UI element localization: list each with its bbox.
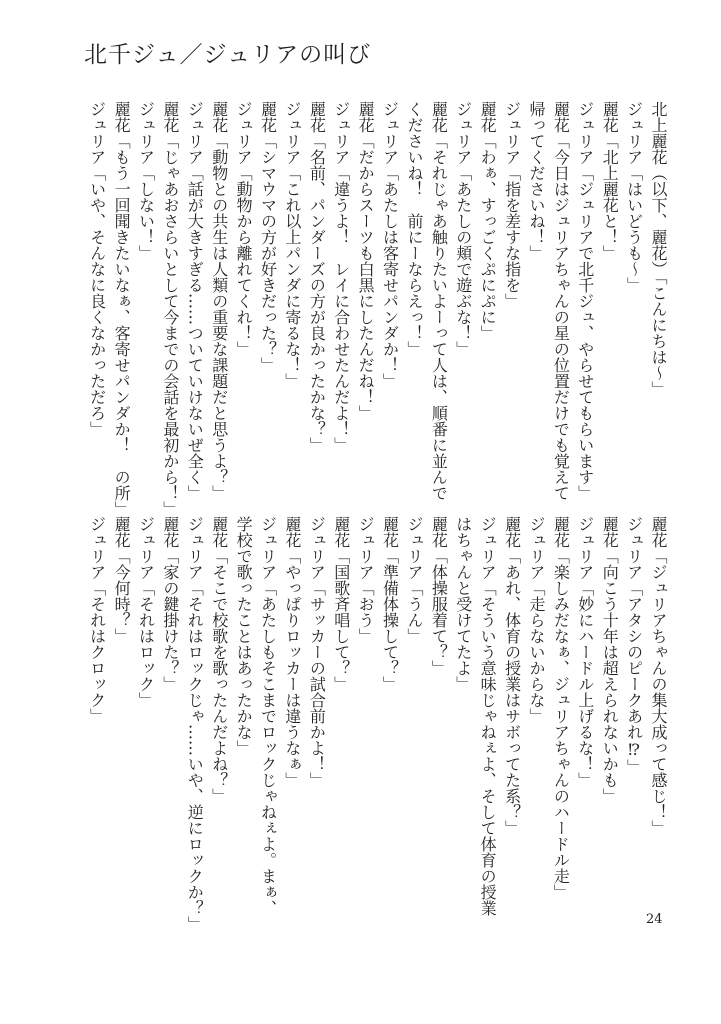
dialogue-line: 麗花「ジュリアちゃんの集大成って感じ！」 xyxy=(649,516,668,836)
dialogue-line: ジュリア「そういう意味じゃねぇよ、そして体育の授業 xyxy=(478,516,498,916)
dialogue-line: 麗花「動物との共生は人類の重要な課題だと思うよ？」 xyxy=(209,101,229,501)
dialogue-line: 麗花「やっぱりロッカーは違うなぁ」 xyxy=(282,516,302,788)
dialogue-line: 帰ってくださいね！」 xyxy=(526,101,546,261)
upper-text-block xyxy=(80,101,670,517)
page-number: 24 xyxy=(646,912,663,927)
dialogue-line: ジュリア「違うよ！ レイに合わせたんだよ！」 xyxy=(331,101,351,453)
dialogue-line: 麗花「それじゃあ触りたいよーって人は、順番に並んで xyxy=(429,101,449,501)
dialogue-line: 麗花「今日はジュリアちゃんの星の位置だけでも覚えて xyxy=(551,101,571,501)
dialogue-line: ジュリア「指を差すな指を」 xyxy=(502,101,522,309)
dialogue-line: 麗花「じゃあおさらいとして今までの会話を最初から！」 xyxy=(160,101,180,517)
dialogue-line: 麗花「体操服着て？」 xyxy=(429,516,449,676)
dialogue-line: ジュリア「しない！」 xyxy=(136,101,156,261)
dialogue-line: ジュリア「話が大きすぎる……ついていけないぜ全く」 xyxy=(185,101,205,501)
dialogue-line: ジュリア「ジュリアで北千ジュ、やらせてもらいます」 xyxy=(575,101,595,501)
dialogue-line: ジュリア「それはロック」 xyxy=(136,516,156,708)
dialogue-line: ジュリア「あたしは客寄せパンダか！」 xyxy=(380,101,400,389)
dialogue-line: ジュリア「おう」 xyxy=(356,516,376,644)
dialogue-line: 北上麗花（以下、麗花）「こんにちは～」 xyxy=(649,101,668,397)
dialogue-line: 麗花「わぁ、すっごくぷにぷに」 xyxy=(478,101,498,341)
dialogue-line: 麗花「北上麗花と！」 xyxy=(600,101,620,261)
dialogue-line: ジュリア「それはクロック」 xyxy=(87,516,107,724)
dialogue-line: ジュリア「いや、そんなに良くなかっただろ」 xyxy=(87,101,107,437)
dialogue-line: 麗花「準備体操して？」 xyxy=(380,516,400,692)
dialogue-line: ジュリア「サッカーの試合前かよ！」 xyxy=(307,516,327,788)
dialogue-line: ジュリア「動物から離れてくれ！」 xyxy=(234,101,254,357)
dialogue-line: ジュリア「これ以上パンダに寄るな！」 xyxy=(282,101,302,389)
dialogue-line: ジュリア「妙にハードル上げるな！」 xyxy=(575,516,595,788)
dialogue-line: 麗花「名前、パンダーズの方が良かったかな？」 xyxy=(307,101,327,453)
dialogue-line: 麗花「楽しみだなぁ、ジュリアちゃんのハードル走」 xyxy=(551,516,571,900)
page-title: 北千ジュ／ジュリアの叫び xyxy=(84,42,372,68)
dialogue-line: はちゃんと受けてたよ」 xyxy=(453,516,473,692)
dialogue-line: 麗花「そこで校歌を歌ったんだよね？」 xyxy=(209,516,229,804)
dialogue-line: 麗花「もう一回聞きたいなぁ、客寄せパンダか！ の所」 xyxy=(112,101,132,517)
dialogue-line: 麗花「シマウマの方が好きだった？」 xyxy=(258,101,278,373)
dialogue-line: 麗花「今何時？」 xyxy=(112,516,132,644)
dialogue-line: ジュリア「それはロックじゃ……いや、逆にロックか？」 xyxy=(185,516,205,932)
dialogue-line: 学校で歌ったことはあったかな」 xyxy=(234,516,254,756)
dialogue-line: 麗花「家の鍵掛けた？」 xyxy=(160,516,180,692)
dialogue-line: ジュリア「はいどうも～」 xyxy=(624,101,644,293)
dialogue-line: ジュリア「あたしの頬で遊ぶな！」 xyxy=(453,101,473,357)
dialogue-line: ジュリア「あたしもそこまでロックじゃねぇよ。まぁ、 xyxy=(258,516,278,916)
dialogue-line: 麗花「向こう十年は超えられないかも」 xyxy=(600,516,620,804)
dialogue-line: ジュリア「走らないからな」 xyxy=(526,516,546,724)
dialogue-line: くださいね！ 前にーならえっ！」 xyxy=(404,101,424,357)
dialogue-line: 麗花「あれ、体育の授業はサボってた系？」 xyxy=(502,516,522,836)
dialogue-line: 麗花「国歌斉唱して？」 xyxy=(331,516,351,692)
dialogue-line: ジュリア「うん」 xyxy=(404,516,424,644)
dialogue-line: ジュリア「アタシのピークあれ⁉」 xyxy=(624,516,644,775)
dialogue-line: 麗花「だからスーツも白黒にしたんだね！」 xyxy=(356,101,376,421)
